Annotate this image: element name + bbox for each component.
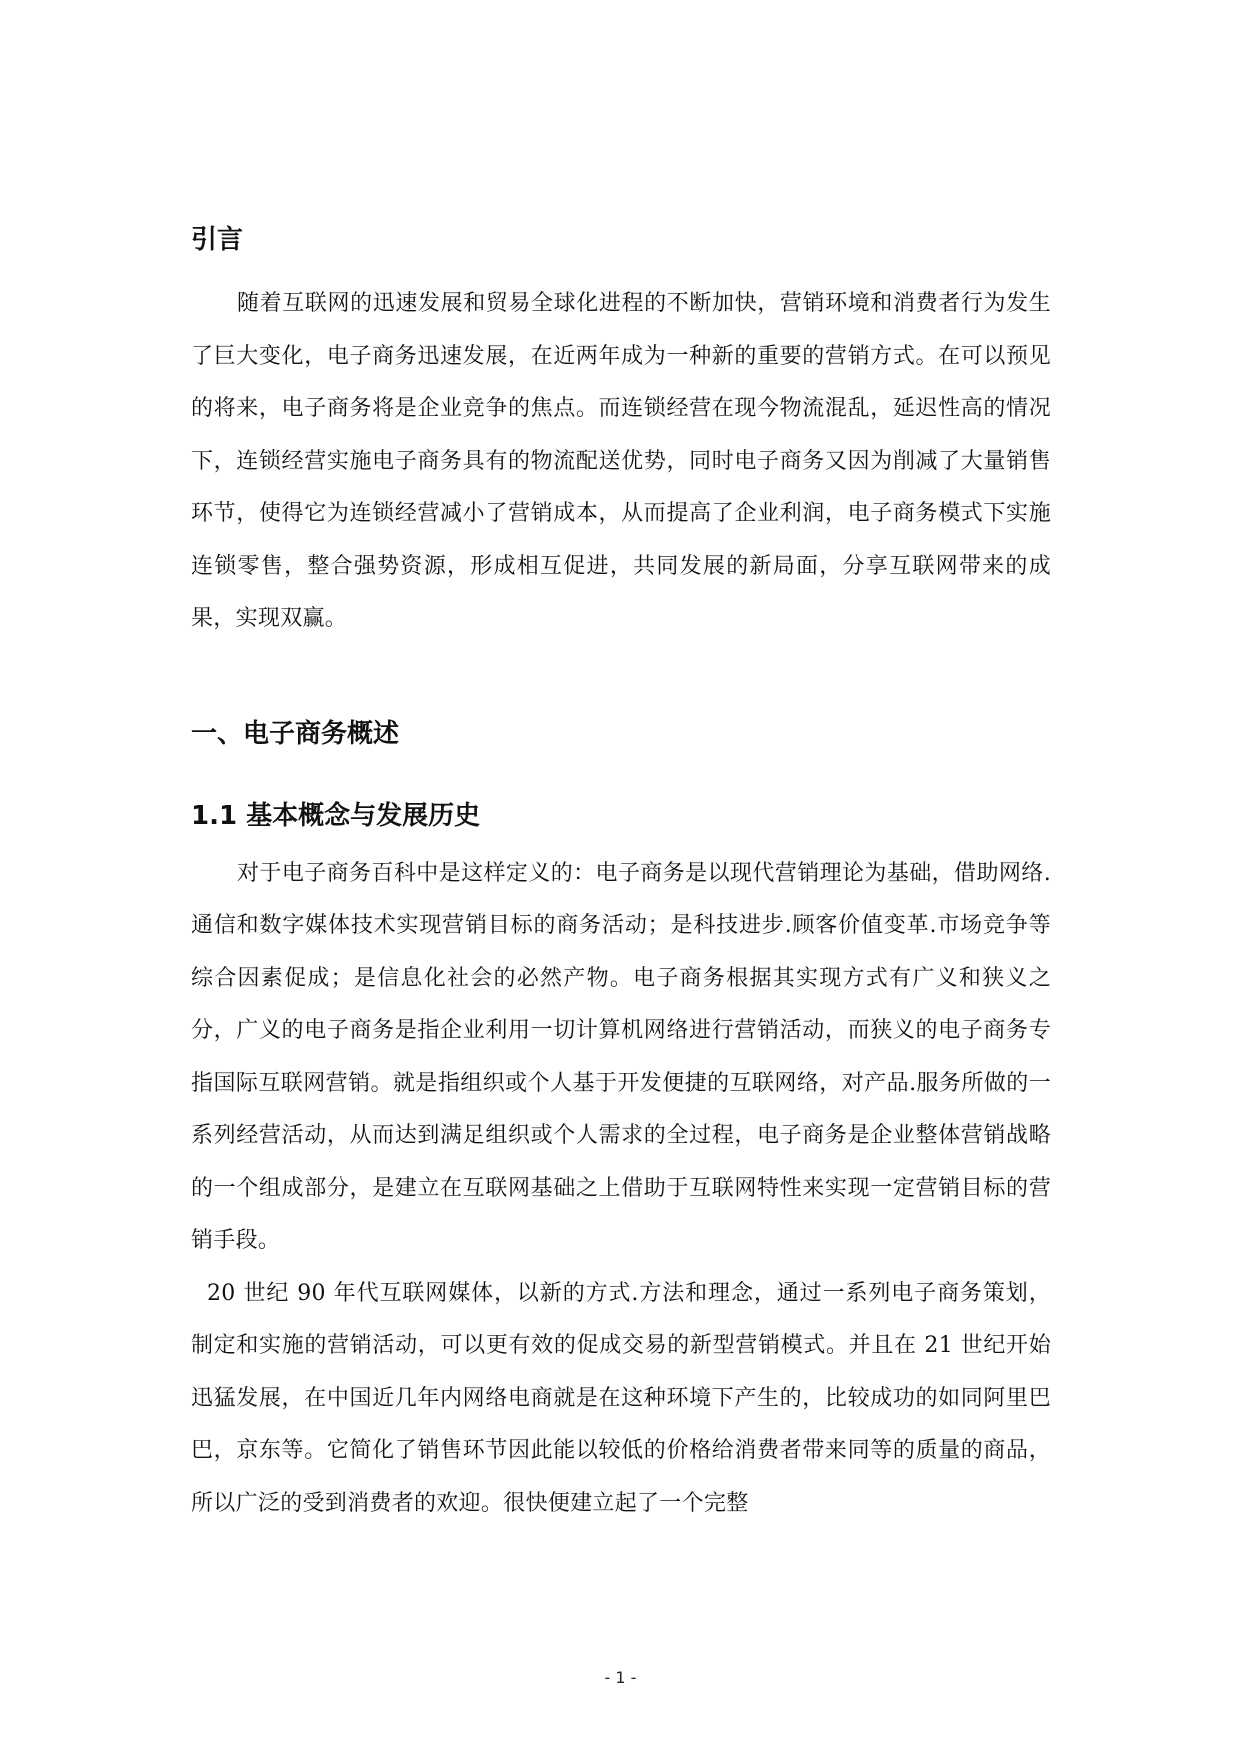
subsection-heading: 1.1 基本概念与发展历史 (191, 800, 481, 831)
page-number: - 1 - (604, 1668, 637, 1687)
body-paragraph: 20 世纪 90 年代互联网媒体，以新的方式.方法和理念，通过一系列电子商务策划，制定和实施的营销活动，可以更有效的促成交易的新型营销模式。并且在 21 世纪开始迅猛发展，在中国近几年内网络电商就是在这种环境下产生的，比较成功的如同阿里巴巴，京东等。它简化了销售环节因此能以较低的价格给消费者带来同等的质量的商品，所以广泛的受到消费者的欢迎。很快便建立起了一个完整 (191, 1280, 1051, 1516)
section-heading: 一、电子商务概述 (191, 718, 400, 749)
body-paragraph: 对于电子商务百科中是这样定义的：电子商务是以现代营销理论为基础，借助网络.通信和数字媒体技术实现营销目标的商务活动；是科技进步.顾客价值变革.市场竞争等综合因素促成；是信息化社会的必然产物。电子商务根据其实现方式有广义和狭义之分，广义的电子商务是指企业利用一切计算机网络进行营销活动，而狭义的电子商务专指国际互联网营销。就是指组织或个人基于开发便捷的互联网络，对产品.服务所做的一系列经营活动，从而达到满足组织或个人需求的全过程，电子商务是企业整体营销战略的一个组成部分，是建立在互联网基础之上借助于互联网特性来实现一定营销目标的营销手段。 (191, 860, 1051, 1253)
intro-heading: 引言 (191, 225, 244, 255)
page-content (191, 222, 1051, 1530)
intro-paragraph: 随着互联网的迅速发展和贸易全球化进程的不断加快，营销环境和消费者行为发生了巨大变化，电子商务迅速发展，在近两年成为一种新的重要的营销方式。在可以预见的将来，电子商务将是企业竞争的焦点。而连锁经营在现今物流混乱，延迟性高的情况下，连锁经营实施电子商务具有的物流配送优势，同时电子商务又因为削减了大量销售环节，使得它为连锁经营减小了营销成本，从而提高了企业利润，电子商务模式下实施连锁零售，整合强势资源，形成相互促进，共同发展的新局面，分享互联网带来的成果，实现双赢。 (191, 291, 1051, 631)
